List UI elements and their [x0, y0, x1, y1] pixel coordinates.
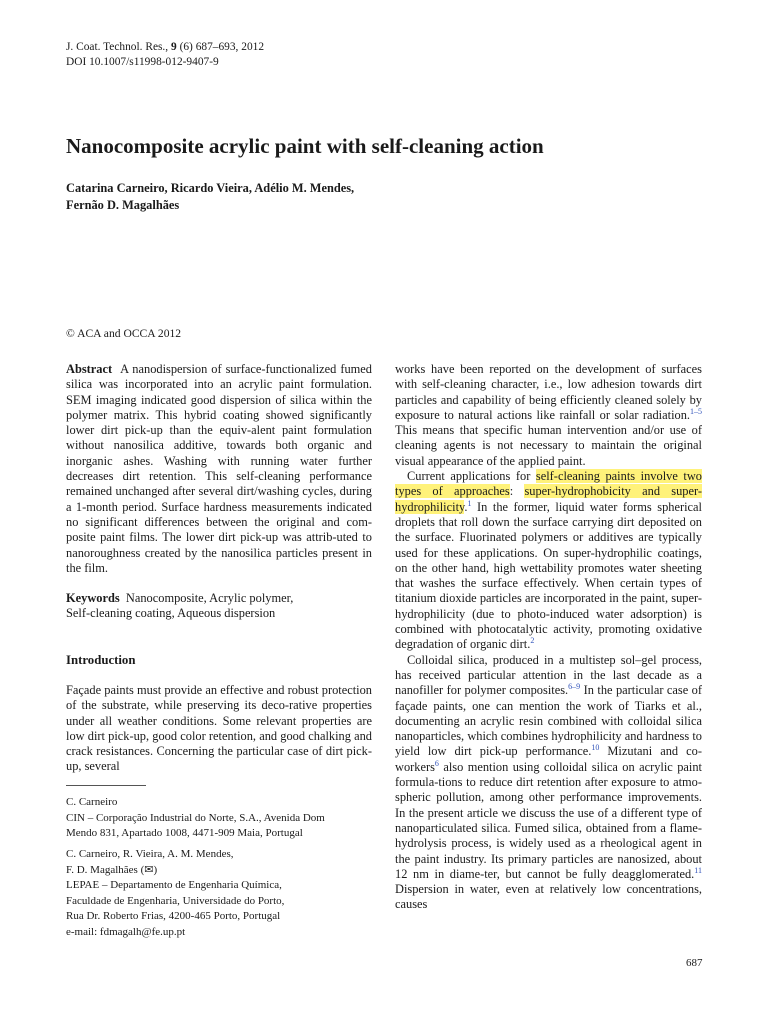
introduction-heading: Introduction	[66, 653, 136, 667]
citation-ref[interactable]: 10	[591, 743, 600, 753]
affiliation-2	[66, 847, 372, 940]
page-number: 687	[686, 957, 703, 969]
citation-ref[interactable]: 2	[530, 636, 535, 646]
affiliation-2-line-3: Rua Dr. Roberto Frias, 4200-465 Porto, Portugal	[66, 910, 281, 922]
affiliation-2-names-2: F. D. Magalhães (✉)	[66, 863, 158, 876]
keywords-block	[66, 591, 372, 622]
affiliation-1-line-1: CIN – Corporação Industrial do Norte, S.A., Avenida Dom	[66, 811, 325, 824]
citation-ref[interactable]: 11	[694, 865, 702, 875]
affiliation-2-line-2: Faculdade de Engenharia, Universidade do Porto,	[66, 894, 285, 907]
abstract-text: A nanodispersion of surface-functionalized fumed silica was incorporated into an acrylic paint formulation. SEM imaging indicated good dispersion of silica within the polymer matrix. This hybrid coating showed significantly lower dirt pick-up than the equiv-alent paint formulation without nanosilica additive, towards both organic and inorganic ashes. Washing with running water further decreases dirt retention. This self-cleaning performance remained unchanged after several dirt/washing cycles, during a 1-month period. Surface hardness measurements indicated no significant differences between the original and com-posite paint films. The lower dirt pick-up was attrib-uted to nanoroughness created by the nanosilica particles present in the film.	[66, 362, 372, 575]
citation-ref[interactable]: 6	[434, 758, 439, 768]
highlight-hydro-types: super-hydrophobicity and super-hydrophilicity	[395, 484, 702, 514]
abstract-block	[66, 362, 372, 576]
citation-ref[interactable]: 1	[467, 498, 472, 508]
keywords-text-1: Nanocomposite, Acrylic polymer,	[125, 591, 294, 605]
paper-title: Nanocomposite acrylic paint with self-cleaning action	[66, 134, 544, 158]
keywords-label: Keywords	[66, 591, 120, 605]
journal-citation: J. Coat. Technol. Res., 9 (6) 687–693, 2012	[66, 41, 265, 53]
highlight-approaches: self-cleaning paints involve two types of approaches	[395, 469, 702, 499]
abstract-label: Abstract	[66, 362, 113, 376]
journal-doi: DOI 10.1007/s11998-012-9407-9	[66, 56, 219, 68]
affiliation-1-line-2: Mendo 831, Apartado 1008, 4471-909 Maia, Portugal	[66, 827, 303, 839]
body-paragraph-2: Current applications for self-cleaning paints involve two types of approaches: super-hydrophobicity and super-hydrophilicity.$^1$ In the former, liquid water forms spherical droplets that roll down the surface carrying dirt deposited on the surface. Fluorinated polymers or additives are typically used for these applications. On super-hydrophilic coatings, on the other hand, high wettability promotes water sheeting that washes the surface effectively. When certain types of titanium dioxide particles are incorporated in the paint, super-hydrophilicity (due to photo-induced water adsorption) is combined with photocatalytic activity, promoting oxidative degradation of organic dirt.$^2$	[395, 469, 702, 652]
affiliation-2-email: e-mail: fdmagalh@fe.up.pt	[66, 925, 186, 938]
introduction-block	[66, 683, 372, 775]
right-column	[395, 362, 702, 913]
body-paragraph-3: Colloidal silica, produced in a multistep sol–gel process, has received particular attention in the last decade as a nanofiller for polymer composites.$^{6-9}$ In the particular case of façade paints, one can mention the work of Tiarks et al., documenting an acrylic resin combined with colloidal silica nanoparticles, which combines hydrophilicity and hardness to yield low dirt pick-up performance.$^{10}$ Mizutani and co-workers$^6$ also mention using colloidal silica on acrylic paint formula-tions to reduce dirt retention after exposure to atmo-spheric pollution, among other performance improvements. In the present article we discuss the use of a different type of nanoparticulated silica. Fumed silica, obtained from a flame-hydrolysis process, is widely used as a rheological agent in the paint industry. Its primary particles are nanosized, about 12 nm in diame-ter, but cannot be fully deagglomerated.$^{11}$ Dispersion in water, even at relatively low concentrations, causes	[395, 652, 702, 912]
authors-line-2: Fernão D. Magalhães	[66, 198, 180, 212]
authors-line-1: Catarina Carneiro, Ricardo Vieira, Adélio M. Mendes,	[66, 181, 355, 195]
introduction-paragraph: Façade paints must provide an effective and robust protection of the substrate, while preserving its deco-rative properties under all weather conditions. Some relevant properties are low dirt pick-up, good color retention, and good chalking and crack resistances. Concerning the particular case of dirt pick-up, several	[66, 683, 372, 774]
body-paragraph-1: works have been reported on the development of surfaces with self-cleaning character, i.e., low adhesion towards dirt particles and capability of being efficiently cleaned solely by exposure to natural actions like rainfall or solar radiation.$^{1-5}$ This means that specific human intervention and/or use of cleaning agents is not necessary to maintain the original visual appearance of the applied paint.	[395, 362, 702, 468]
affiliation-2-names-1: C. Carneiro, R. Vieira, A. M. Mendes,	[66, 848, 234, 860]
citation-ref[interactable]: 1–5	[690, 406, 702, 416]
footnote-divider	[66, 785, 146, 786]
affiliation-2-line-1: LEPAE – Departamento de Engenharia Química,	[66, 879, 282, 891]
affiliation-1	[66, 795, 372, 842]
journal-info	[66, 40, 264, 70]
author-list	[66, 180, 354, 214]
citation-ref[interactable]: 6–9	[568, 682, 581, 692]
affiliation-1-name: C. Carneiro	[66, 796, 118, 808]
abstract-paragraph	[66, 362, 372, 576]
copyright-notice: © ACA and OCCA 2012	[66, 327, 182, 340]
keywords-text-2: Self-cleaning coating, Aqueous dispersion	[66, 606, 276, 621]
